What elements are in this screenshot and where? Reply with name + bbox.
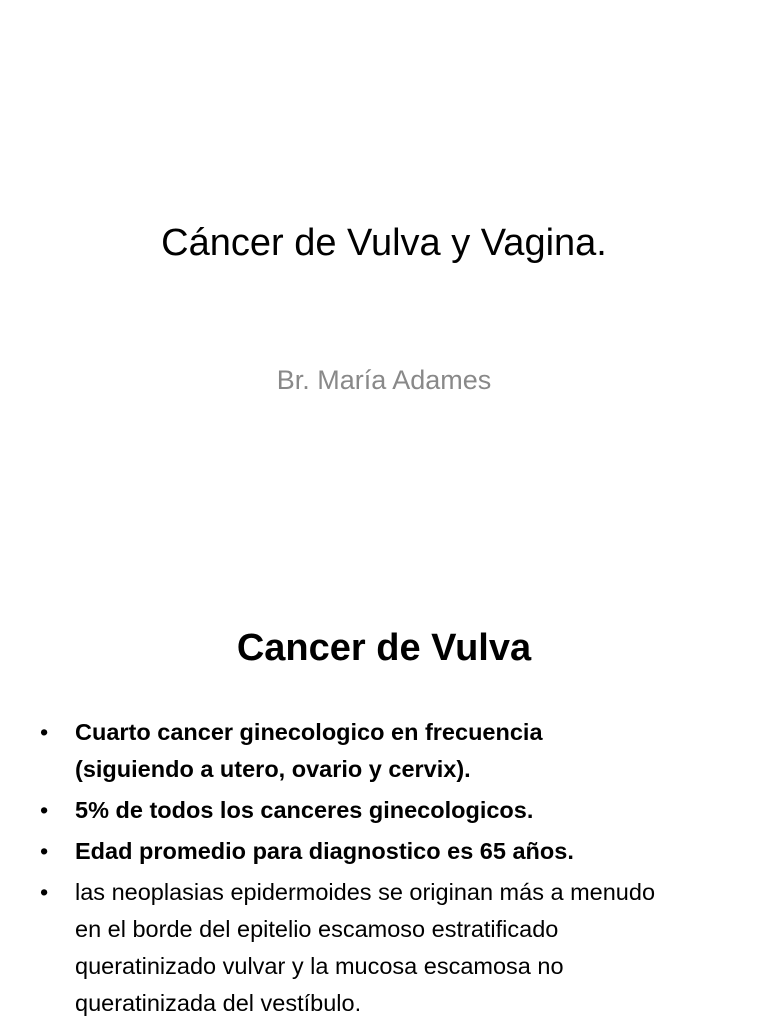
bullet-dot-icon: •: [40, 719, 49, 745]
presentation-author: Br. María Adames: [276, 365, 492, 395]
bullet-list: [40, 714, 660, 1024]
bullet-text: Cuarto cancer ginecologico en frecuencia (siguiendo a utero, ovario y cervix).: [75, 719, 543, 782]
bullet-dot-icon: •: [40, 797, 49, 823]
content-slide: [0, 576, 768, 1024]
bullet-item: [40, 792, 660, 829]
bullet-text: Edad promedio para diagnostico es 65 años.: [75, 838, 574, 864]
bullet-text: 5% de todos los canceres ginecologicos.: [75, 797, 534, 823]
bullet-item: [40, 714, 660, 788]
bullet-text: las neoplasias epidermoides se originan más a menudo en el borde del epitelio escamoso estratificado queratinizado vulvar y la mucosa escamosa no queratinizada del vestíbulo.: [75, 879, 656, 1016]
slide-title: Cancer de Vulva: [236, 627, 532, 669]
bullet-item: [40, 874, 660, 1022]
bullet-dot-icon: •: [40, 879, 49, 905]
bullet-item: [40, 833, 660, 870]
presentation-title: Cáncer de Vulva y Vagina.: [161, 222, 607, 264]
bullet-dot-icon: •: [40, 838, 49, 864]
